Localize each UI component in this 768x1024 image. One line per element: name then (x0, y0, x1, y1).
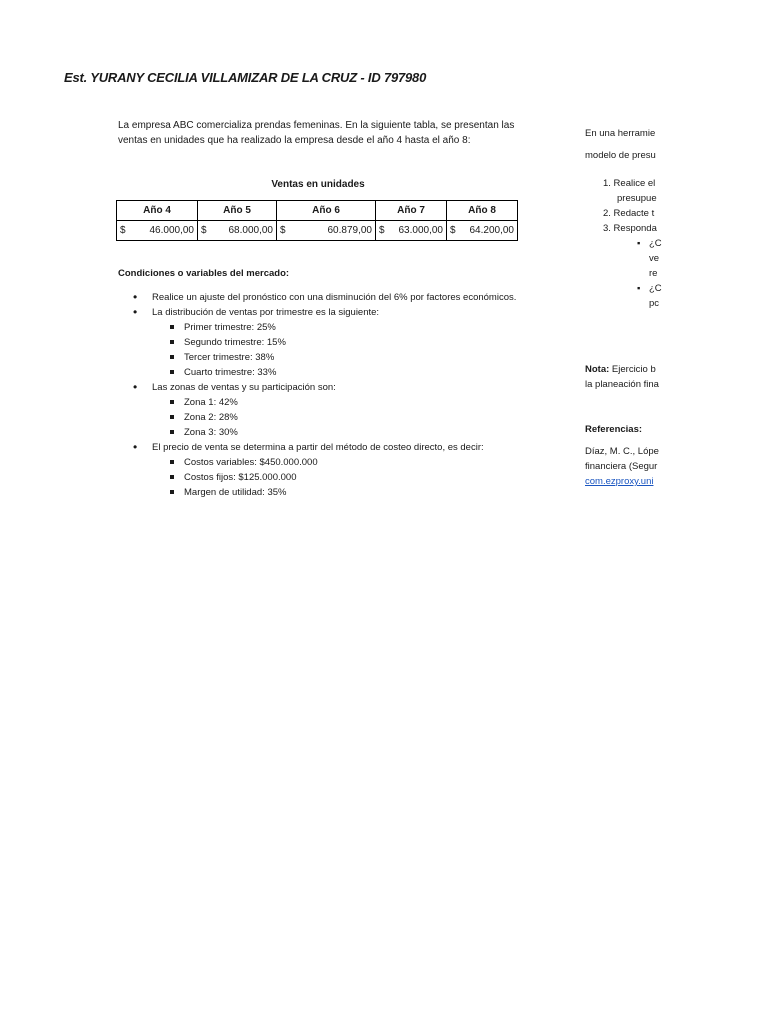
panel-text: En una herramie (585, 128, 656, 139)
list-item-text: La distribución de ventas por trimestre es la siguiente: (152, 307, 380, 318)
right-panel-cropped (585, 120, 768, 500)
header-cell: Año 6 (277, 201, 376, 221)
bullet-text: ¿C (649, 238, 662, 249)
bullet-marker: ▪ (637, 238, 641, 249)
list-item-text: Las zonas de ventas y su participación son: (152, 382, 336, 393)
sublist (152, 320, 518, 380)
nota-line: la planeación fina (585, 379, 659, 390)
sublist-item: Primer trimestre: 25% (152, 320, 518, 335)
value-cell (117, 221, 198, 241)
value-cell (447, 221, 518, 241)
sublist-item: Zona 1: 42% (152, 395, 518, 410)
reference-text: financiera (Segur (585, 461, 658, 472)
bullet-text: re (649, 268, 658, 279)
sublist (152, 455, 518, 500)
cell-value: 46.000,00 (149, 225, 194, 236)
cell-value: 63.000,00 (398, 225, 443, 236)
header-cell: Año 8 (447, 201, 518, 221)
header-cell: Año 5 (198, 201, 277, 221)
sublist-item: Tercer trimestre: 38% (152, 350, 518, 365)
currency-symbol: $ (120, 225, 126, 236)
table-row (117, 221, 518, 241)
currency-symbol: $ (201, 225, 207, 236)
list-item (118, 305, 518, 380)
currency-symbol: $ (450, 225, 456, 236)
conditions-list (118, 290, 518, 500)
list-item (118, 440, 518, 500)
sublist-item: Segundo trimestre: 15% (152, 335, 518, 350)
list-item-text: Realice un ajuste del pronóstico con una disminución del 6% por factores económicos. (152, 292, 517, 303)
task-item: 3. Responda (603, 223, 657, 234)
nota-line (585, 362, 656, 377)
cell-value: 64.200,00 (469, 225, 514, 236)
header-cell: Año 7 (376, 201, 447, 221)
bullet-text: ¿C (649, 283, 662, 294)
table-header-row (117, 201, 518, 221)
references-heading: Referencias: (585, 424, 643, 435)
nota-text: Ejercicio b (609, 364, 656, 375)
list-item-text: El precio de venta se determina a partir del método de costeo directo, es decir: (152, 442, 484, 453)
reference-link[interactable]: com.ezproxy.uni (585, 476, 654, 487)
value-cell (277, 221, 376, 241)
list-item (118, 290, 518, 305)
sublist-item: Cuarto trimestre: 33% (152, 365, 518, 380)
task-item: presupue (617, 193, 657, 204)
bullet-text: pc (649, 298, 660, 309)
value-cell (376, 221, 447, 241)
sublist-item: Zona 2: 28% (152, 410, 518, 425)
sublist (152, 395, 518, 440)
currency-symbol: $ (280, 225, 286, 236)
currency-symbol: $ (379, 225, 385, 236)
sales-table (116, 200, 518, 241)
bullet-text: ve (649, 253, 660, 264)
bullet-marker: ▪ (637, 283, 641, 294)
header-cell: Año 4 (117, 201, 198, 221)
table-title: Ventas en unidades (271, 179, 365, 190)
value-cell (198, 221, 277, 241)
panel-text: modelo de presu (585, 150, 656, 161)
cell-value: 68.000,00 (228, 225, 273, 236)
task-item: 1. Realice el (603, 178, 656, 189)
reference-text: Díaz, M. C., Lópe (585, 446, 659, 457)
sublist-item: Costos variables: $450.000.000 (152, 455, 518, 470)
conditions-heading: Condiciones o variables del mercado: (118, 268, 290, 279)
sublist-item: Margen de utilidad: 35% (152, 485, 518, 500)
sublist-item: Zona 3: 30% (152, 425, 518, 440)
list-item (118, 380, 518, 440)
author-title: Est. YURANY CECILIA VILLAMIZAR DE LA CRUZ - ID 797980 (64, 70, 427, 85)
sublist-item: Costos fijos: $125.000.000 (152, 470, 518, 485)
intro-paragraph: La empresa ABC comercializa prendas femeninas. En la siguiente tabla, se presentan las ventas en unidades que ha realizado la empresa desde el año 4 hasta el año 8: (118, 120, 515, 146)
task-item: 2. Redacte t (603, 208, 655, 219)
cell-value: 60.879,00 (327, 225, 372, 236)
nota-label: Nota: (585, 364, 610, 375)
